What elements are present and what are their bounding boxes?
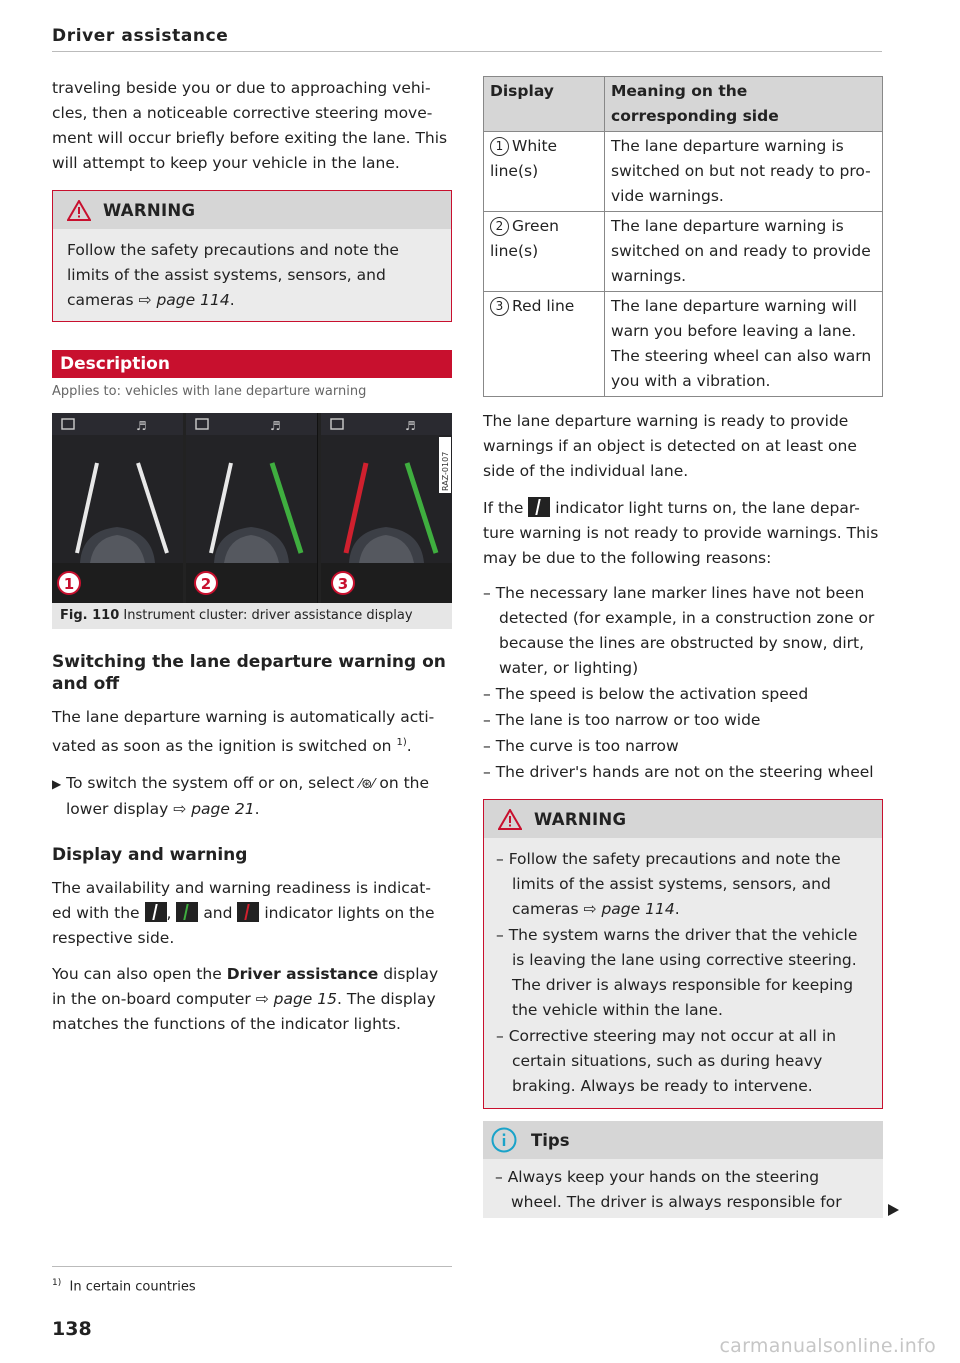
dw-text-d: indicator lights on the respective side. [52, 904, 435, 948]
warning-title: WARNING [103, 200, 196, 220]
table-row [484, 212, 883, 292]
ifthe-a: If the [483, 499, 524, 517]
dw2-bold: Driver assistance [226, 965, 379, 984]
page-ref-link[interactable]: ⇨ page 114 [138, 291, 230, 309]
tips-body [483, 1159, 883, 1218]
warning-body [484, 838, 882, 1108]
callout-number: 3 [490, 297, 509, 316]
panel-1-graphic [52, 413, 183, 603]
header-rule [52, 51, 882, 52]
step-end: . [254, 800, 260, 819]
instrument-cluster-figure [52, 413, 452, 603]
figure-code: RAZ-0107 [440, 451, 450, 491]
yellow-indicator-icon [528, 497, 550, 517]
table-row [484, 132, 883, 212]
reasons-list [483, 581, 883, 785]
list-item: – Corrective steering may not occur at all in certain situations, such as during heavy braking. Always be ready to intervene. [496, 1027, 837, 1095]
switching-text: The lane departure warning is automatically acti- vated as soon as the ignition is switched on [52, 708, 435, 756]
intro-paragraph: traveling beside you or due to approaching vehi- cles, then a noticeable corrective steering move- ment will occur briefly before exiting the lane. This will attempt to keep your vehicle in the lane. [52, 79, 448, 172]
dw2-text-c: . The display matches the functions of the indicator lights. [52, 990, 436, 1034]
table-row [484, 292, 883, 397]
page-ref-link[interactable]: ⇨ page 15 [255, 990, 337, 1009]
svg-text:♬: ♬ [270, 419, 282, 433]
right-column [483, 76, 883, 1218]
display-meaning-table [483, 76, 883, 397]
figure-caption-text: Instrument cluster: driver assistance display [123, 608, 413, 623]
warning-end: . [229, 291, 235, 309]
dw-and: and [203, 904, 233, 923]
not-ready-paragraph [483, 496, 883, 571]
lane-assist-icon: ⁄⊛⁄ [359, 777, 375, 793]
ifthe-b: indicator light turns on, the lane depar- ture warning is not ready to provide warnings. This may be due to the following reasons: [483, 499, 879, 567]
table-cell-display [484, 132, 605, 212]
watermark: carmanualsonline.info [719, 1335, 936, 1357]
section-header: Driver assistance [52, 26, 229, 46]
table-cell-meaning: The lane departure warning is switched on and ready to provide warnings. [605, 212, 883, 292]
display-panel-1 [52, 413, 183, 603]
svg-text:3: 3 [337, 575, 348, 593]
tips-list [495, 1165, 869, 1215]
step-text-pre: To switch the system off or on, select [66, 774, 355, 793]
list-item: – The speed is below the activation speed [483, 685, 809, 703]
list-item: – The curve is too narrow [483, 737, 679, 755]
step-arrow-icon: ▶ [52, 777, 62, 792]
list-item: – Always keep your hands on the steering wheel. The driver is always responsible for [495, 1168, 842, 1211]
list-item: – The system warns the driver that the vehicle is leaving the lane using corrective steering. The driver is always responsible for keeping the vehicle within the lane. [496, 926, 858, 1019]
ready-paragraph: The lane departure warning is ready to provide warnings if an object is detected on at least one side of the individual lane. [483, 412, 857, 480]
callout-number: 2 [490, 217, 509, 236]
svg-text:2: 2 [201, 575, 212, 593]
page-number: 138 [52, 1318, 92, 1340]
display-panel-2 [186, 413, 317, 603]
page-ref-link[interactable]: ⇨ page 21 [173, 800, 255, 819]
page-ref-link[interactable]: ⇨ page 114 [583, 900, 675, 918]
switching-steps [52, 771, 452, 822]
table-cell-meaning: The lane departure warning will warn you before leaving a lane. The steering wheel can also warn you with a vibration. [605, 292, 883, 397]
footnote-rule [52, 1266, 452, 1267]
warning-body [53, 229, 451, 321]
panel-2-graphic [186, 413, 317, 603]
left-column [52, 76, 452, 1037]
display-warning-paragraph-1 [52, 876, 452, 951]
description-heading: Description [52, 350, 452, 378]
figure-number: Fig. 110 [60, 608, 120, 623]
switching-heading: Switching the lane departure warning on and off [52, 652, 446, 694]
display-label: Red line [512, 297, 575, 315]
svg-text:1: 1 [63, 575, 75, 593]
list-item: – The driver's hands are not on the steering wheel [483, 763, 874, 781]
red-indicator-icon [237, 902, 259, 922]
switching-paragraph [52, 705, 452, 759]
table-header: Meaning on the corresponding side [605, 77, 883, 132]
warning-header [53, 191, 451, 229]
svg-text:♬: ♬ [136, 419, 147, 433]
continue-arrow-icon [888, 1204, 899, 1216]
footnote-ref: 1) [396, 737, 407, 748]
warning-box-1 [52, 190, 452, 322]
svg-text:♬: ♬ [404, 419, 416, 433]
table-header: Display [484, 77, 605, 132]
footnote-text: In certain countries [69, 1279, 196, 1295]
tips-title: Tips [531, 1130, 570, 1150]
info-icon [491, 1127, 517, 1153]
dw-comma: , [166, 904, 172, 923]
callout-number: 1 [490, 137, 509, 156]
dw2-text-b: display in the on-board computer [52, 965, 439, 1009]
warning-text: Follow the safety precautions and note the limits of the assist systems, sensors, and cameras [67, 241, 399, 309]
display-label: White line(s) [490, 137, 558, 180]
display-warning-heading: Display and warning [52, 845, 248, 866]
panel-3-graphic [321, 413, 452, 603]
table-cell-display [484, 212, 605, 292]
display-panel-3 [321, 413, 452, 603]
dw-text-a: The availability and warning readiness is indicat- ed with the [52, 879, 431, 923]
green-indicator-icon [176, 902, 198, 922]
footnote-mark: 1) [52, 1278, 62, 1288]
table-cell-meaning: The lane departure warning is switched on but not ready to pro- vide warnings. [605, 132, 883, 212]
list-item: – Follow the safety precautions and note the limits of the assist systems, sensors, and cameras ⇨ page 114. [496, 850, 841, 918]
dw2-text-a: You can also open the [52, 965, 222, 984]
warning-box-2 [483, 799, 883, 1109]
tips-box [483, 1121, 883, 1218]
tips-header [483, 1121, 883, 1159]
step-text-post: on the lower display [66, 774, 430, 819]
list-item: – The necessary lane marker lines have not been detected (for example, in a construction zone or because the lines are obstructed by snow, dirt, water, or lighting) [483, 584, 875, 677]
warning-header [484, 800, 882, 838]
warning-list [496, 847, 868, 1099]
display-label: Green line(s) [490, 217, 559, 260]
display-warning-paragraph-2 [52, 962, 452, 1037]
applies-to-text: Applies to: vehicles with lane departure warning [52, 384, 367, 399]
footnote [52, 1278, 196, 1294]
list-item: – The lane is too narrow or too wide [483, 711, 761, 729]
white-indicator-icon [145, 902, 167, 922]
table-cell-display [484, 292, 605, 397]
warning-triangle-icon [498, 809, 522, 830]
switching-step [52, 771, 452, 822]
switching-end: . [406, 737, 412, 756]
warning-title: WARNING [534, 809, 627, 829]
warning-triangle-icon [67, 200, 91, 221]
figure-caption [52, 603, 452, 629]
table-header-row [484, 77, 883, 132]
